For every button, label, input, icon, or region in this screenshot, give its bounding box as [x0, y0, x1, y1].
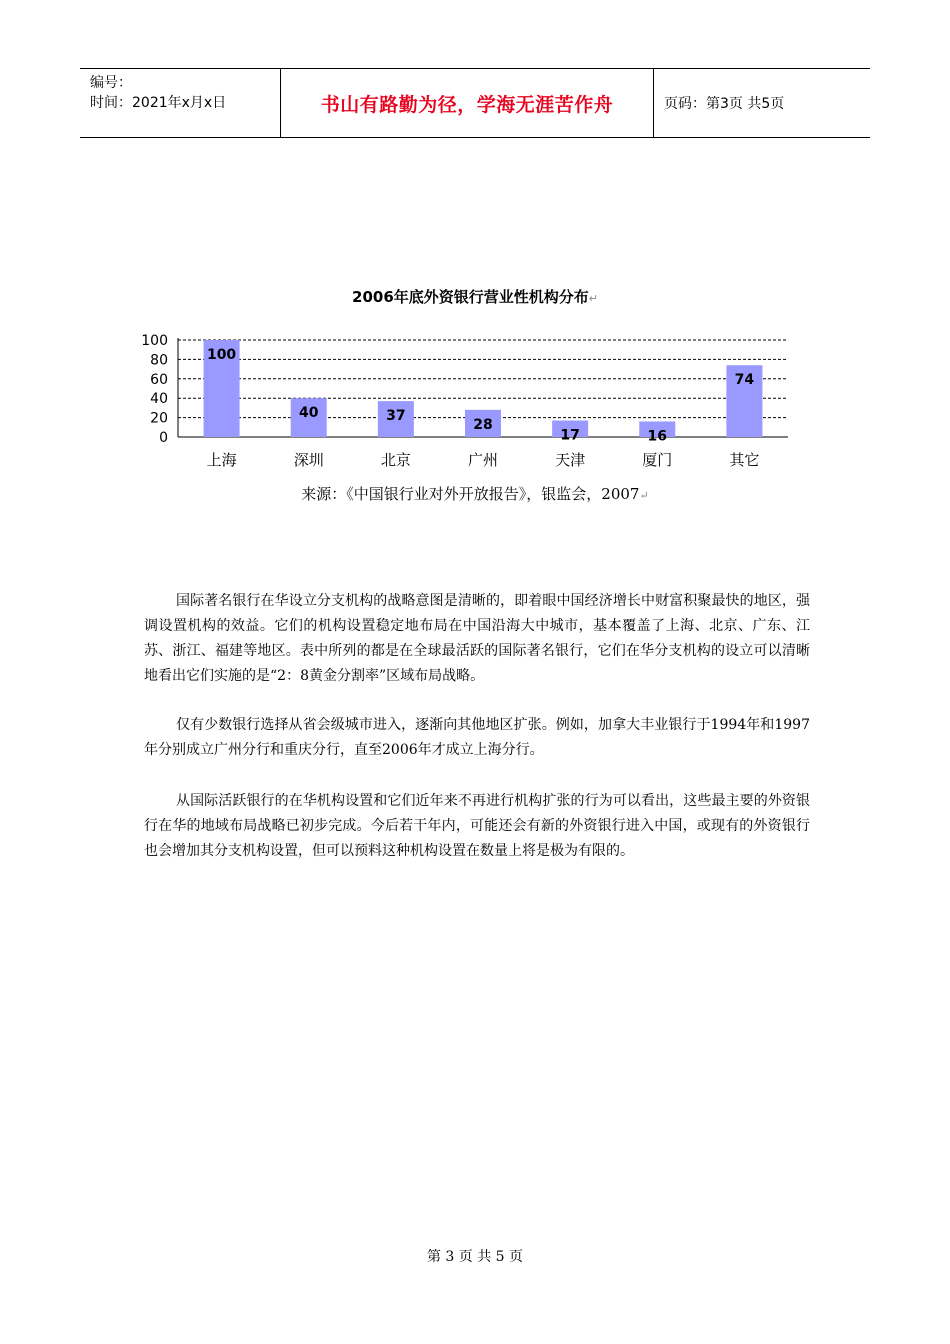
chart-title: 2006年底外资银行营业性机构分布↵	[352, 288, 598, 306]
category-label: 厦门	[642, 451, 673, 469]
page-footer: 第 3 页 共 5 页	[426, 1249, 524, 1265]
data-label: 17	[560, 427, 580, 444]
data-label: 28	[473, 416, 493, 433]
page-number-cell	[654, 69, 870, 137]
motto-cell	[281, 69, 654, 137]
page-label: 页码：第3页 共5页	[664, 96, 785, 112]
paragraph-2: 仅有少数银行选择从省会级城市进入，逐渐向其他地区扩张。例如，加拿大丰业银行于1994年和1997年分别成立广州分行和重庆分行，直至2006年才成立上海分行。	[144, 717, 810, 758]
data-label: 37	[386, 408, 406, 425]
page-header	[80, 68, 870, 138]
time-label: 时间：2021年x月x日	[90, 95, 227, 111]
data-label: 16	[647, 428, 668, 445]
y-tick-label: 40	[150, 391, 168, 408]
chart-plot	[135, 320, 815, 480]
motto: 书山有路勤为径，学海无涯苦作舟	[320, 93, 614, 116]
data-label: 100	[206, 347, 237, 363]
y-tick-label: 20	[150, 410, 168, 427]
chart-source: 来源：《中国银行业对外开放报告》，银监会，2007↵	[301, 485, 649, 503]
data-label: 74	[734, 372, 755, 389]
y-tick-label: 0	[159, 430, 168, 446]
paragraph-1: 国际著名银行在华设立分支机构的战略意图是清晰的，即着眼中国经济增长中财富积聚最快的地区，强调设置机构的效益。它们的机构设置稳定地布局在中国沿海大中城市，基本覆盖了上海、北京、广东、江苏、浙江、福建等地区。表中所列的都是在全球最活跃的国际著名银行，它们在华分支机构的设立可以清晰地看出它们实施的是“2：8黄金分割率”区域布局战略。	[144, 593, 810, 684]
category-label: 其它	[729, 451, 760, 469]
paragraph-3: 从国际活跃银行的在华机构设置和它们近年来不再进行机构扩张的行为可以看出，这些最主要的外资银行在华的地域布局战略已初步完成。今后若干年内，可能还会有新的外资银行进入中国，或现有的外资银行也会增加其分支机构设置，但可以预料这种机构设置在数量上将是极为有限的。	[144, 793, 810, 859]
category-label: 广州	[467, 451, 499, 469]
y-tick-label: 100	[141, 333, 168, 349]
category-label: 深圳	[293, 451, 324, 469]
y-tick-label: 60	[150, 371, 168, 388]
data-label: 40	[298, 405, 319, 422]
y-tick-label: 80	[150, 352, 168, 369]
bar-chart	[135, 280, 815, 510]
category-label: 天津	[555, 451, 586, 469]
header-info-cell	[80, 69, 281, 137]
category-label: 上海	[206, 451, 237, 469]
number-label: 编号：	[90, 75, 132, 91]
category-label: 北京	[380, 451, 411, 469]
